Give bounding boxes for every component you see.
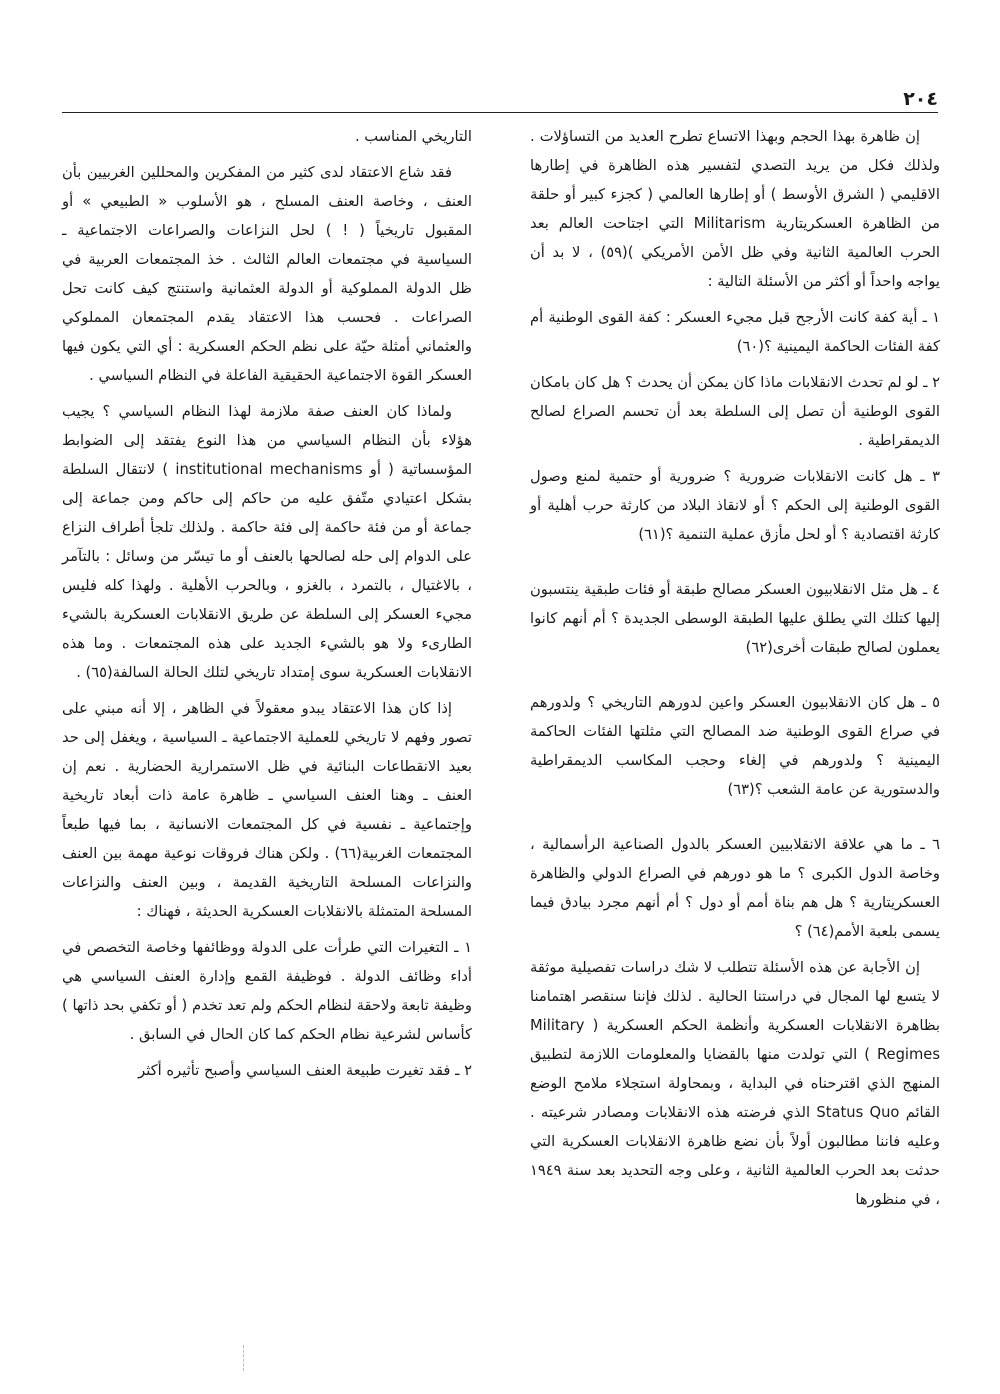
point-2: ٢ ـ فقد تغيرت طبيعة العنف السياسي وأصبح تأثيره أكثر <box>138 1062 472 1079</box>
intro-paragraph: إن ظاهرة بهذا الحجم وبهذا الاتساع تطرح العديد من التساؤلات . ولذلك فكل من يريد التصدي لتفسير هذه الظاهرة في إطارها الاقليمي ( الشرق الأوسط ) أو إطارها العالمي ( كجزء كبير أو حلقة من الظاهرة العسكريتارية Militarism التي اجتاحت العالم بعد الحرب العالمية الثانية وفي ظل الأمن الأمريكي )(٥٩) ، لا بد أن يواجه واحداً أو أكثر من الأسئلة التالية : <box>530 128 940 290</box>
question-5: ٥ ـ هل كان الانقلابيون العسكر واعين لدورهم التاريخي ؟ ولدورهم في صراع القوى الوطنية ضد المصالح التي مثلتها الفئات الحاكمة اليمينية ؟ ولدورهم في إلغاء وحجب المكاسب الديمقراطية والدستورية عن عامة الشعب ؟(٦٣) <box>530 694 940 798</box>
right-column <box>530 122 940 1221</box>
continuation-line: التاريخي المناسب . <box>354 128 472 145</box>
closing-paragraph: إن الأجابة عن هذه الأسئلة تتطلب لا شك دراسات تفصيلية موثقة لا يتسع لها المجال في دراستنا الحالية . لذلك فإننا سنقصر اهتمامنا بظاهرة الانقلابات العسكرية وأنظمة الحكم العسكرية ( Military Regimes ) التي تولدت منها بالقضايا والمعلومات اللازمة لتطبيق المنهج الذي اقترحناه في البداية ، وبمحاولة استجلاء ملامح الوضع القائم Status Quo الذي فرضته هذه الانقلابات ومصادر شرعيته . وعليه فاننا مطالبون أولاً بأن نضع ظاهرة الانقلابات العسكرية التي حدثت بعد الحرب العالمية الثانية ، وعلى وجه التحديد بعد سنة ١٩٤٩ ، في منظورها <box>530 959 941 1208</box>
question-6: ٦ ـ ما هي علاقة الانقلابيين العسكر بالدول الصناعية الرأسمالية ، وخاصة الدول الكبرى ؟ ما هو دورهم في الصراع الدولي والظاهرة العسكريتارية ؟ هل هم بناة أمم أو دول ؟ أم أنهم مجرد بيادق فيما يسمى بلعبة الأمم(٦٤) ؟ <box>530 836 940 940</box>
question-3: ٣ ـ هل كانت الانقلابات ضرورية ؟ ضرورية أو حتمية لمنع وصول القوى الوطنية إلى الحكم ؟ أو لانقاذ البلاد من كارثة حرب أهلية أو كارثة اقتصادية ؟ أو لحل مأزق عملية التنمية ؟(٦١) <box>530 468 940 543</box>
page-number: ٢٠٤ <box>903 88 938 110</box>
point-1: ١ ـ التغيرات التي طرأت على الدولة ووظائفها وخاصة التخصص في أداء وظائف الدولة . فوظيفة القمع وإدارة العنف السياسي هي وظيفة تابعة ولاحقة لنظام الحكم ولم تعد تخدم ( أو تكفي بحد ذاتها ) كأساس لشرعية نظام الحكم كما كان الحال في السابق . <box>62 939 472 1043</box>
question-2: ٢ ـ لو لم تحدث الانقلابات ماذا كان يمكن أن يحدث ؟ هل كان بامكان القوى الوطنية أن تصل إلى السلطة بعد أن تحسم الصراع لصالح الديمقراطية . <box>530 374 940 449</box>
question-1: ١ ـ أية كفة كانت الأرجح قبل مجيء العسكر : كفة القوى الوطنية أم كفة الفئات الحاكمة اليمينية ؟(٦٠) <box>530 309 940 355</box>
page-header <box>62 88 938 110</box>
paragraph-why-violence: ولماذا كان العنف صفة ملازمة لهذا النظام السياسي ؟ يجيب هؤلاء بأن النظام السياسي من هذا النوع يفتقد إلى الضوابط المؤسساتية ( أو institutional mechanisms ) لانتقال السلطة بشكل اعتيادي متّفق عليه من حاكم إلى حاكم ومن جماعة إلى جماعة أو من فئة حاكمة إلى فئة حاكمة . ولذلك تلجأ أطراف النزاع على الدوام إلى حله لصالحها بالعنف أو ما تيسّر من وسائل : بالتآمر ، بالاغتيال ، بالتمرد ، بالغزو ، وبالحرب الأهلية . ولهذا كله فليس مجيء العسكر إلى السلطة عن طريق الانقلابات العسكرية بالشيء الطارىء ولا هو بالشيء الجديد على هذه المجتمعات . وما هذه الانقلابات العسكرية سوى إمتداد تاريخي لتلك الحالة السالفة(٦٥) . <box>62 403 473 681</box>
header-rule <box>62 112 938 113</box>
scan-mark <box>243 1345 246 1371</box>
paragraph-violence-belief: فقد شاع الاعتقاد لدى كثير من المفكرين والمحللين الغربيين بأن العنف ، وخاصة العنف المسلح ، هو الأسلوب « الطبيعي » أو المقبول تاريخياً ( ! ) لحل النزاعات والصراعات الاجتماعية ـ السياسية في مجتمعات العالم الثالث . خذ المجتمعات العربية في ظل الدولة المملوكية أو الدولة العثمانية واستنتج كيف كانت تحل الصراعات . فحسب هذا الاعتقاد يقدم المجتمعان المملوكي والعثماني أمثلة حيّة على نظم الحكم العسكرية : أي التي يكون فيها العسكر القوة الاجتماعية الحقيقية الفاعلة في النظام السياسي . <box>62 164 472 384</box>
paragraph-critique: إذا كان هذا الاعتقاد يبدو معقولاً في الظاهر ، إلا أنه مبني على تصور وفهم لا تاريخي للعملية الاجتماعية ـ السياسية ، ويغفل إلى حد بعيد الانقطاعات البنائية في ظل الاستمرارية الحضارية . نعم إن العنف ـ وهنا العنف السياسي ـ ظاهرة عامة ذات أبعاد تاريخية وإجتماعية ـ نفسية في كل المجتمعات الانسانية ، بما فيها طبعاً المجتمعات الغربية(٦٦) . ولكن هناك فروقات نوعية مهمة بين العنف والنزاعات المسلحة التاريخية القديمة ، وبين العنف والنزاعات المسلحة المتمثلة بالانقلابات العسكرية الحديثة ، فهناك : <box>62 700 472 920</box>
question-4: ٤ ـ هل مثل الانقلابيون العسكر مصالح طبقة أو فئات طبقية ينتسبون إليها كتلك التي يطلق عليها الطبقة الوسطى الجديدة ؟ أم أنهم كانوا يعملون لصالح طبقات أخرى(٦٢) <box>530 581 940 656</box>
left-column <box>62 122 472 1092</box>
